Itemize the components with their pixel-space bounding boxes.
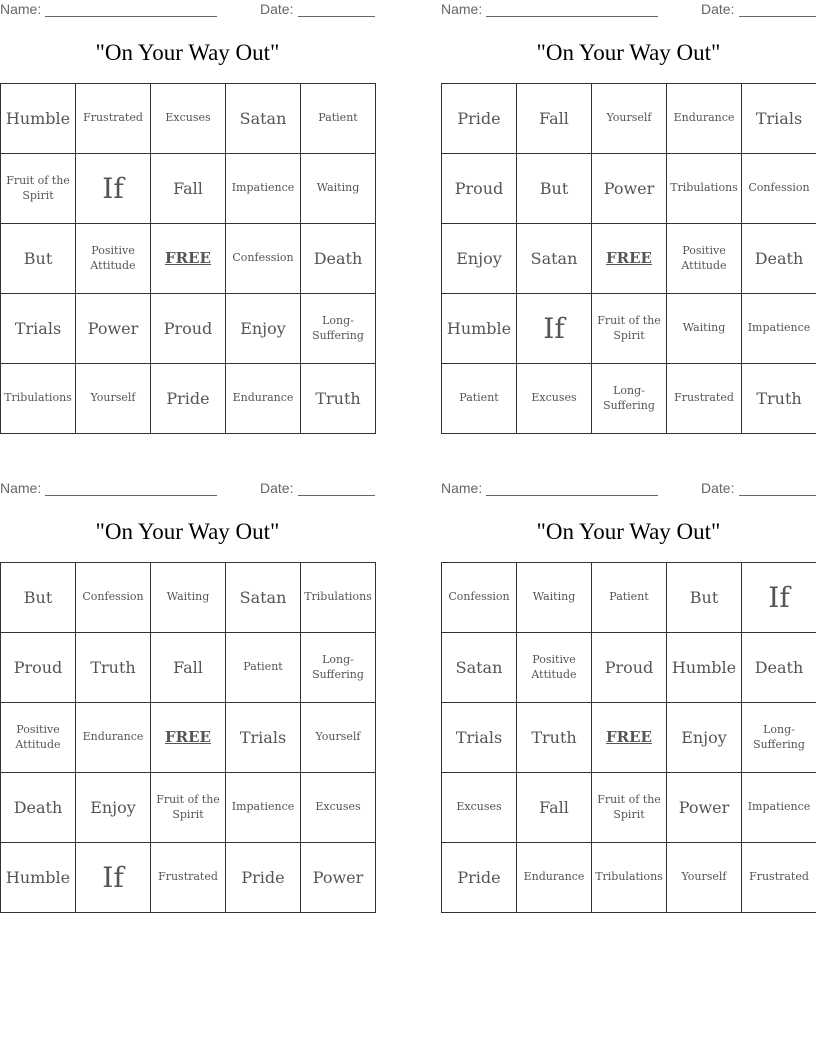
bingo-cell: But [517, 154, 592, 224]
bingo-card-1 [0, 0, 375, 408]
bingo-grid [441, 83, 816, 434]
bingo-cell: Frustrated [76, 84, 151, 154]
name-line [486, 16, 658, 17]
bingo-cell: Waiting [667, 294, 742, 364]
name-label: Name: [441, 1, 483, 17]
bingo-cell: Tribulations [301, 563, 376, 633]
bingo-cell: Impatience [742, 773, 816, 843]
date-line [739, 16, 816, 17]
bingo-cell: Endurance [667, 84, 742, 154]
bingo-grid [0, 562, 376, 913]
bingo-cell: Frustrated [667, 364, 742, 434]
bingo-cell: Frustrated [742, 843, 816, 913]
bingo-cell: Impatience [226, 154, 301, 224]
bingo-cell: Excuses [151, 84, 226, 154]
bingo-cell: Endurance [226, 364, 301, 434]
bingo-cell: Waiting [151, 563, 226, 633]
bingo-cell: Waiting [301, 154, 376, 224]
bingo-cell: Yourself [76, 364, 151, 434]
bingo-cell: If [76, 154, 151, 224]
bingo-cell: Excuses [442, 773, 517, 843]
bingo-cell: Fruit of the Spirit [592, 773, 667, 843]
bingo-cell: Positive Attitude [1, 703, 76, 773]
card-title: "On Your Way Out" [95, 40, 280, 65]
date-label: Date: [701, 1, 735, 17]
card-title: "On Your Way Out" [95, 519, 280, 544]
bingo-cell: If [517, 294, 592, 364]
bingo-cell: Fall [151, 154, 226, 224]
date-line [298, 16, 375, 17]
date-line [298, 495, 375, 496]
bingo-cell: Fruit of the Spirit [1, 154, 76, 224]
name-label: Name: [0, 480, 42, 496]
name-line [486, 495, 658, 496]
card-header [0, 0, 375, 22]
bingo-cell: Long-Suffering [592, 364, 667, 434]
name-label: Name: [441, 480, 483, 496]
bingo-cell: Long-Suffering [301, 633, 376, 703]
bingo-cell: Long-Suffering [742, 703, 816, 773]
bingo-cell: Truth [517, 703, 592, 773]
bingo-cell: Power [301, 843, 376, 913]
bingo-cell: Trials [1, 294, 76, 364]
date-label: Date: [701, 480, 735, 496]
bingo-cell: Humble [1, 84, 76, 154]
bingo-cell: Patient [442, 364, 517, 434]
card-title: "On Your Way Out" [536, 519, 721, 544]
bingo-cell: Proud [442, 154, 517, 224]
bingo-cell: Tribulations [592, 843, 667, 913]
bingo-cell: Confession [226, 224, 301, 294]
bingo-cell: Death [301, 224, 376, 294]
bingo-cell: Patient [592, 563, 667, 633]
bingo-cell: Tribulations [1, 364, 76, 434]
bingo-cell: Death [742, 224, 816, 294]
bingo-cell: But [1, 563, 76, 633]
bingo-cell: Proud [1, 633, 76, 703]
bingo-cell: Endurance [76, 703, 151, 773]
bingo-cell: Satan [226, 84, 301, 154]
free-space-cell: FREE [151, 703, 226, 773]
bingo-cell: Confession [76, 563, 151, 633]
bingo-cell: Pride [151, 364, 226, 434]
bingo-cell: Tribulations [667, 154, 742, 224]
card-title: "On Your Way Out" [536, 40, 721, 65]
name-line [45, 495, 217, 496]
bingo-cell: But [1, 224, 76, 294]
bingo-cell: Power [592, 154, 667, 224]
name-label: Name: [0, 1, 42, 17]
bingo-cell: Patient [226, 633, 301, 703]
bingo-cell: Waiting [517, 563, 592, 633]
bingo-cell: Enjoy [76, 773, 151, 843]
bingo-cell: Positive Attitude [667, 224, 742, 294]
bingo-cell: Pride [442, 843, 517, 913]
bingo-cell: Truth [76, 633, 151, 703]
date-label: Date: [260, 1, 294, 17]
bingo-cell: Enjoy [667, 703, 742, 773]
bingo-card-2 [441, 0, 816, 412]
bingo-cell: Power [76, 294, 151, 364]
bingo-cell: Yourself [592, 84, 667, 154]
bingo-cell: Impatience [226, 773, 301, 843]
bingo-cell: Confession [442, 563, 517, 633]
bingo-cell: Death [742, 633, 816, 703]
bingo-cell: Confession [742, 154, 816, 224]
bingo-cell: Fall [151, 633, 226, 703]
bingo-cell: Trials [226, 703, 301, 773]
bingo-cell: Humble [442, 294, 517, 364]
bingo-cell: Pride [226, 843, 301, 913]
bingo-cell: Fall [517, 773, 592, 843]
bingo-cell: Power [667, 773, 742, 843]
bingo-cell: If [76, 843, 151, 913]
bingo-cell: Impatience [742, 294, 816, 364]
bingo-cell: Humble [1, 843, 76, 913]
date-line [739, 495, 816, 496]
bingo-cell: Humble [667, 633, 742, 703]
bingo-cell: Trials [442, 703, 517, 773]
bingo-cell: Trials [742, 84, 816, 154]
bingo-cell: Yourself [667, 843, 742, 913]
bingo-cell: Proud [592, 633, 667, 703]
bingo-cell: Proud [151, 294, 226, 364]
bingo-cell: Fruit of the Spirit [592, 294, 667, 364]
date-label: Date: [260, 480, 294, 496]
bingo-cell: Pride [442, 84, 517, 154]
bingo-cell: Patient [301, 84, 376, 154]
bingo-cell: Positive Attitude [517, 633, 592, 703]
bingo-cell: Truth [301, 364, 376, 434]
bingo-cell: Truth [742, 364, 816, 434]
bingo-cell: Long-Suffering [301, 294, 376, 364]
bingo-cell: Enjoy [442, 224, 517, 294]
card-header [441, 479, 816, 501]
bingo-cell: Fall [517, 84, 592, 154]
card-header [0, 479, 375, 501]
bingo-cell: If [742, 563, 816, 633]
card-header [441, 0, 816, 22]
bingo-card-3 [0, 479, 375, 894]
bingo-cell: Positive Attitude [76, 224, 151, 294]
bingo-cell: Satan [517, 224, 592, 294]
name-line [45, 16, 217, 17]
bingo-grid [0, 83, 376, 434]
free-space-cell: FREE [592, 224, 667, 294]
bingo-cell: Death [1, 773, 76, 843]
bingo-cell: But [667, 563, 742, 633]
bingo-card-4 [441, 479, 816, 887]
bingo-cell: Enjoy [226, 294, 301, 364]
bingo-cell: Satan [226, 563, 301, 633]
bingo-cell: Satan [442, 633, 517, 703]
bingo-cell: Excuses [301, 773, 376, 843]
bingo-cell: Yourself [301, 703, 376, 773]
bingo-grid [441, 562, 816, 913]
bingo-cell: Excuses [517, 364, 592, 434]
free-space-cell: FREE [592, 703, 667, 773]
bingo-cell: Fruit of the Spirit [151, 773, 226, 843]
bingo-cell: Endurance [517, 843, 592, 913]
free-space-cell: FREE [151, 224, 226, 294]
bingo-cell: Frustrated [151, 843, 226, 913]
